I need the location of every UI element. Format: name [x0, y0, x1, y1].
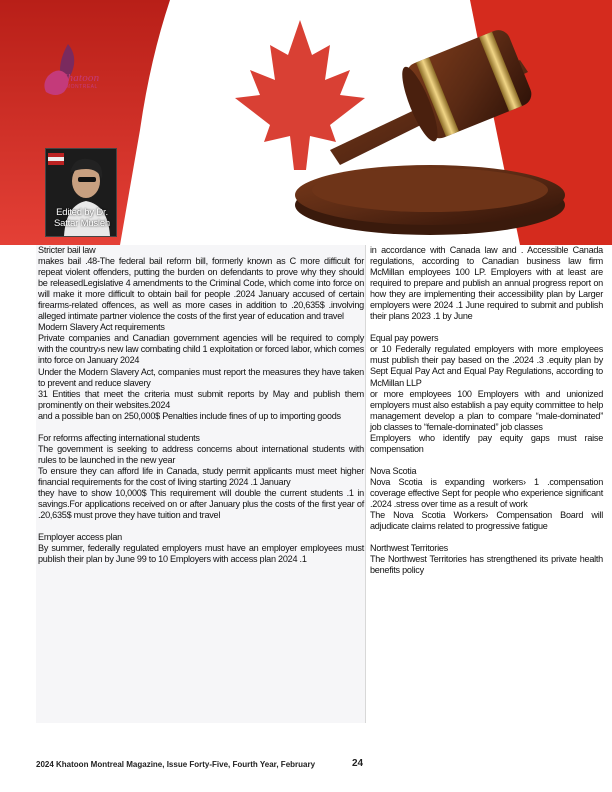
paragraph-students-1: The government is seeking to address concerns about international students with rules to be launched in the new year: [38, 443, 364, 465]
heading-nova-scotia: Nova Scotia: [370, 465, 417, 476]
paragraph-nova-scotia-1: Nova Scotia is expanding workers› 1 .compensation coverage effective Sept for people who experience significant .2024 .stress over time as a result of work: [370, 476, 603, 509]
paragraph-slavery-1: Private companies and Canadian government agencies will be required to comply with the country›s new law combating child 1 exploitation or forced labor, which comes into force on January 2024: [38, 333, 364, 366]
paragraph-students-2: To ensure they can afford life in Canada, study permit applicants must meet higher financial requirements for the cost of living starting 2024 .1 January: [38, 465, 364, 487]
page-number: 24: [352, 758, 364, 769]
heading-northwest-territories: Northwest Territories: [370, 543, 448, 554]
paragraph-equal-pay-3: Employers who identify pay equity gaps must raise compensation: [370, 432, 603, 454]
editor-credit: [49, 207, 115, 229]
heading-bail: Stricter bail law: [38, 245, 96, 255]
left-column: [36, 245, 366, 723]
paragraph-access-plan: By summer, federally regulated employers must have an employer employees must publish their plan by June 99 to 10 Employers with access plan 2024 .1: [38, 543, 364, 565]
paragraph-nova-scotia-2: The Nova Scotia Workers› Compensation Board will adjudicate claims related to progressive fatigue: [370, 510, 603, 532]
heading-students: For reforms affecting international students: [38, 432, 200, 443]
paragraph-slavery-3: 31 Entities that meet the criteria must submit reports by May and publish them prominently on their websites.2024: [38, 388, 364, 410]
logo-text: Khatoon: [60, 72, 100, 84]
paragraph-bail: makes bail .48-The federal bail reform bill, formerly known as C more difficult for repeat violent offenders, putting the burden on defendants to prove why they should be releasedLegislative 4 amendments to the Criminal Code, which come into force on will make it more difficult to obtain bail for people .2024 January accused of certain firearms-related offences, as well as more cases in addition to .20,635$ .involving alleged intimate partner violence the costs of the first year of education and travel: [38, 256, 364, 322]
paragraph-accessibility: in accordance with Canada law and . Accessible Canada regulations, according to Canadian business law firm McMillan employees 100 LP. Employers with at least are required to prepare and publish an annual progress report on how they are implementing their accessibility plan by Larger employers were 2024 .1 June required to submit and publish their plans 2023 .1 by June: [370, 245, 603, 322]
paragraph-students-3: they have to show 10,000$ This requirement will double the current students .1 in savings.For applications received on or after January plus the costs of the first year of .20,635$ must prove they have tuition and travel: [38, 487, 364, 521]
heading-slavery: Modern Slavery Act requirements: [38, 322, 165, 333]
logo-subtext: MONTREAL: [66, 84, 98, 90]
paragraph-slavery-2: Under the Modern Slavery Act, companies must report the measures they have taken to prevent and reduce slavery: [38, 366, 364, 388]
heading-access-plan: Employer access plan: [38, 532, 122, 543]
heading-equal-pay: Equal pay powers: [370, 333, 439, 344]
spacer: [370, 455, 603, 466]
spacer: [38, 422, 364, 433]
footer-text: 2024 Khatoon Montreal Magazine, Issue Forty-Five, Fourth Year, February: [36, 760, 316, 769]
editor-line-1: Edited by Dr.: [56, 207, 108, 218]
paragraph-equal-pay-1: or 10 Federally regulated employers with more employees must publish their pay based on the .2024 .3 .equity plan by Sept Equal Pay Act and Equal Pay Regulations, according to McMillan LLP: [370, 344, 603, 388]
paragraph-slavery-4: and a possible ban on 250,000$ Penalties include fines of up to importing goods: [38, 410, 341, 421]
magazine-logo: [38, 36, 108, 106]
header-image: [0, 0, 612, 245]
editor-line-2: Sattar Musleh: [53, 218, 110, 229]
paragraph-equal-pay-2: or more employees 100 Employers with and unionized employers must also establish a pay equity committee to help management develop a plan to compare “male-dominated” job classes to “female-dominated” job classes: [370, 388, 603, 432]
paragraph-northwest-territories: The Northwest Territories has strengthened its private health benefits policy: [370, 554, 603, 576]
spacer: [370, 532, 603, 543]
column-divider: [365, 245, 366, 723]
spacer: [370, 322, 603, 333]
spacer: [38, 521, 364, 532]
right-column: [370, 245, 603, 576]
